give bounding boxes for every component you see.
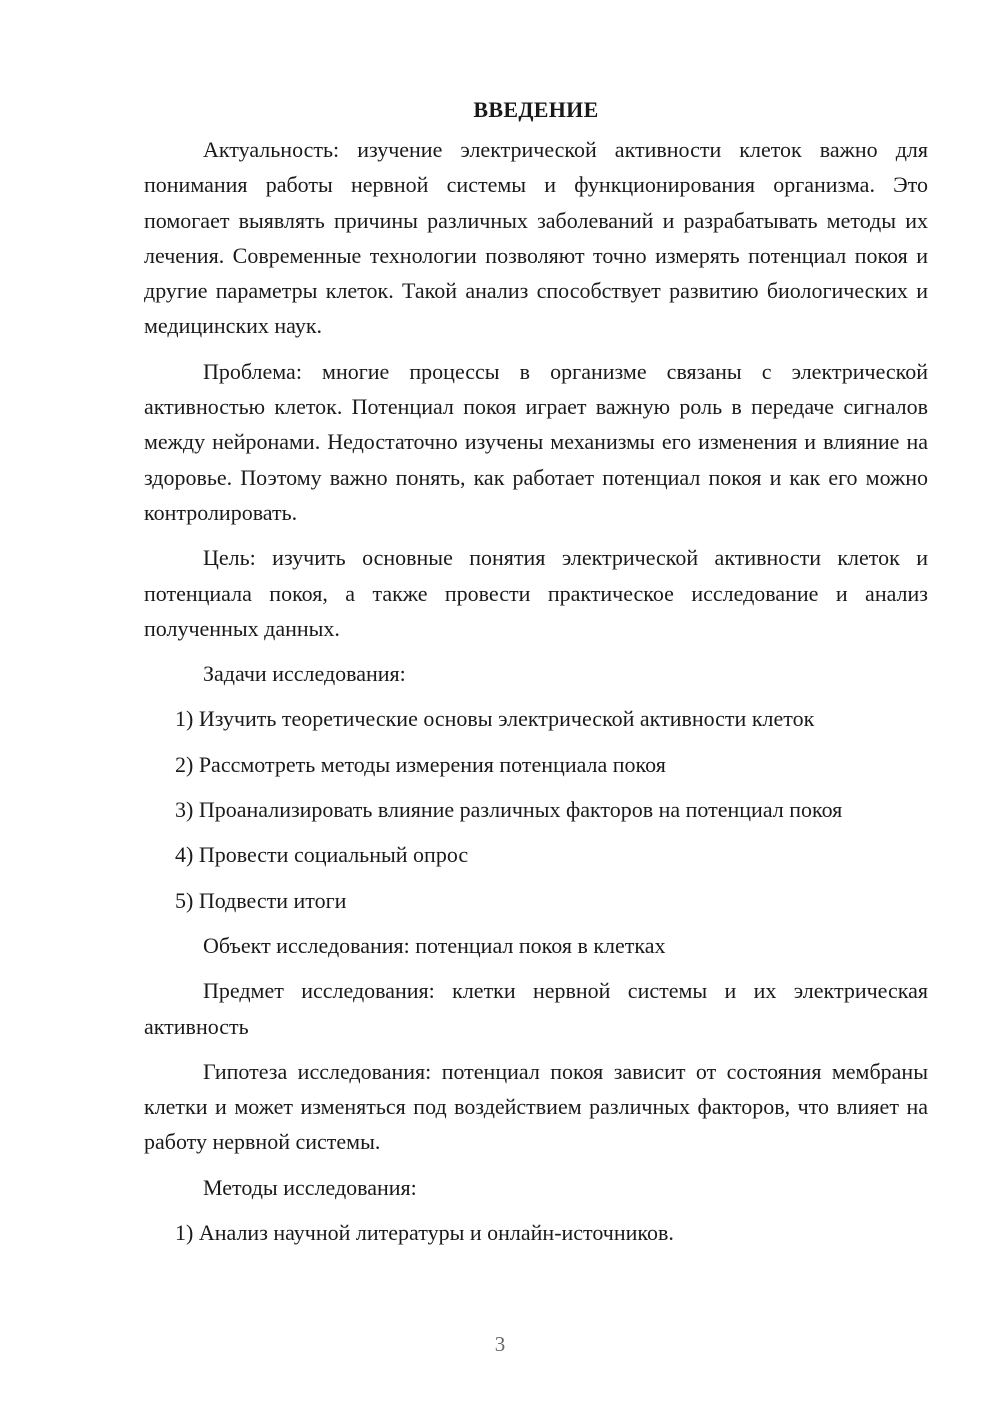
- task-item-4: 4) Провести социальный опрос: [175, 842, 469, 868]
- page-content: [144, 92, 928, 1260]
- page-number: 3: [494, 1332, 506, 1356]
- methods-heading: Методы исследования:: [203, 1174, 417, 1200]
- subject-paragraph: Предмет исследования: клетки нервной системы и их электрическая активность: [144, 978, 928, 1039]
- task-item-2: 2) Рассмотреть методы измерения потенциала покоя: [175, 751, 666, 777]
- problem-paragraph: Проблема: многие процессы в организме связаны с электрической активностью клеток. Потенциал покоя играет важную роль в передаче сигналов между нейронами. Недостаточно изучены механизмы его изменения и влияние на здоровье. Поэтому важно понять, как работает потенциал покоя и как его можно контролировать.: [144, 358, 928, 525]
- task-item-1: 1) Изучить теоретические основы электрической активности клеток: [175, 706, 815, 732]
- hypothesis-paragraph: Гипотеза исследования: потенциал покоя зависит от состояния мембраны клетки и может изменяться под воздействием различных факторов, что влияет на работу нервной системы.: [144, 1058, 928, 1155]
- tasks-heading: Задачи исследования:: [203, 661, 406, 687]
- goal-paragraph: Цель: изучить основные понятия электрической активности клеток и потенциала покоя, а также провести практическое исследование и анализ полученных данных.: [144, 545, 928, 641]
- task-item-5: 5) Подвести итоги: [175, 887, 347, 913]
- section-title: ВВЕДЕНИЕ: [473, 97, 599, 122]
- object-paragraph: Объект исследования: потенциал покоя в клетках: [203, 932, 666, 958]
- task-item-3: 3) Проанализировать влияние различных факторов на потенциал покоя: [175, 797, 843, 823]
- relevance-paragraph: Актуальность: изучение электрической активности клеток важно для понимания работы нервной системы и функционирования организма. Это помогает выявлять причины различных заболеваний и разрабатывать методы их лечения. Современные технологии позволяют точно измерять потенциал покоя и другие параметры клеток. Такой анализ способствует развитию биологических и медицинских наук.: [144, 137, 928, 339]
- method-item-1: 1) Анализ научной литературы и онлайн-источников.: [175, 1220, 674, 1246]
